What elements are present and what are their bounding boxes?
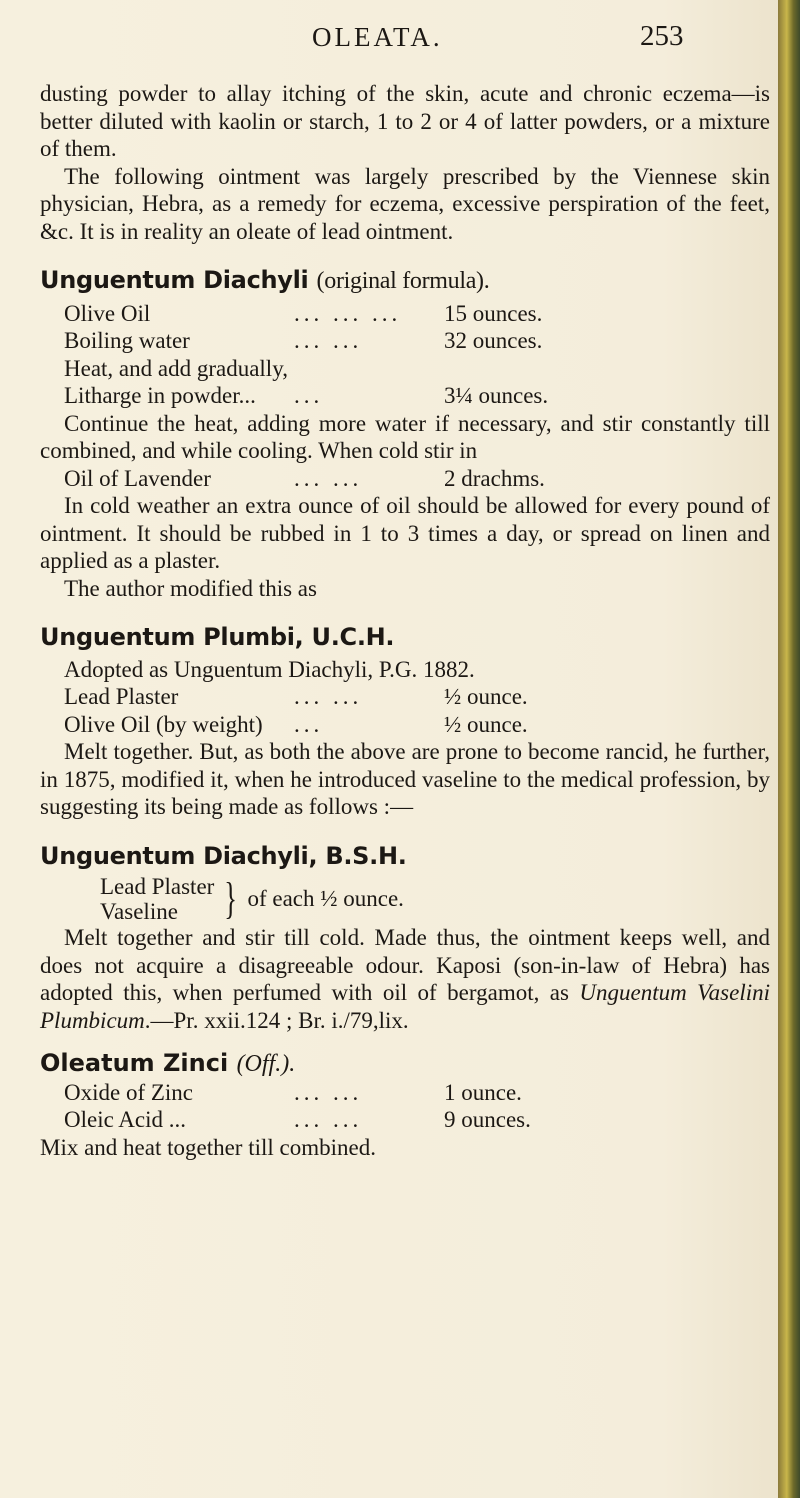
- ingredient-row: [64, 327, 770, 355]
- ingredient-row: [64, 683, 770, 711]
- instruction-text-start: Melt together and stir till cold. Made thus, the ointment keeps well, and does not acquire a disagreeable odour. Kaposi (son-in-law of Hebra) has adopted this, when perfumed with oil of bergamot, as: [40, 925, 770, 1005]
- ingredient-row: [64, 1106, 770, 1134]
- ingredient-row: [64, 465, 770, 493]
- running-head: [0, 18, 780, 58]
- book-spine-edge: [778, 0, 800, 1498]
- page-number: 253: [640, 20, 684, 52]
- ingredient-quantity: of each ½ ounce.: [247, 886, 404, 912]
- leader-dots: ...: [294, 711, 324, 737]
- ingredient-name: Oil of Lavender: [64, 465, 211, 491]
- ingredient-quantity: 9 ounces.: [444, 1107, 531, 1132]
- recipe-title: Unguentum Diachyli: [40, 266, 309, 294]
- ingredient-name: Olive Oil (by weight): [64, 711, 263, 737]
- closing-line: Mix and heat together till combined.: [40, 1134, 376, 1160]
- leader-dots: ... ... ...: [294, 300, 402, 326]
- recipe-title-note: (original formula).: [316, 268, 490, 294]
- recipe-heading-plumbi: Unguentum Plumbi, U.C.H.: [40, 623, 395, 651]
- instruction-text: [40, 924, 770, 1034]
- ingredient-name: Olive Oil: [64, 300, 151, 326]
- ingredient-quantity: ½ ounce.: [444, 711, 528, 737]
- leader-dots: ... ...: [294, 684, 363, 709]
- adopted-line: Adopted as Unguentum Diachyli, P.G. 1882.: [64, 656, 475, 682]
- leader-dots: ... ...: [294, 328, 363, 353]
- ingredient-quantity: 32 ounces.: [444, 328, 543, 353]
- right-brace-glyph: }: [224, 874, 238, 923]
- reference-citation: .—Pr. xxii.124 ; Br. i./79,lix.: [144, 1007, 409, 1033]
- recipe-heading-bsh: Unguentum Diachyli, B.S.H.: [40, 841, 407, 870]
- instruction-text: Continue the heat, adding more water if necessary, and stir constantly till combined, and while cooling. When cold stir in: [40, 410, 770, 463]
- leader-dots: ... ...: [294, 1107, 363, 1132]
- recipe-title: Oleatum Zinci: [40, 1049, 229, 1077]
- ingredient-row: [64, 300, 770, 328]
- closing-line: The author modified this as: [64, 575, 317, 601]
- ingredient-quantity: 2 drachms.: [444, 465, 545, 491]
- ingredient-quantity: 1 ounce.: [444, 1079, 522, 1105]
- ingredient-row: [64, 382, 770, 410]
- ingredient-name: Oleic Acid ...: [64, 1107, 186, 1132]
- brace-item-list: [100, 874, 214, 924]
- ingredient-name: Lead Plaster: [64, 684, 179, 709]
- ingredient-name: Oxide of Zinc: [64, 1079, 194, 1105]
- recipe-heading-oleatum-zinci: [40, 1050, 770, 1079]
- usage-note: In cold weather an extra ounce of oil should be allowed for every pound of ointment. It should be rubbed in 1 to 3 times a day, or spread on linen and applied as a plaster.: [40, 493, 770, 573]
- ingredient-quantity: ½ ounce.: [444, 684, 528, 709]
- hebra-paragraph: The following ointment was largely prescribed by the Viennese skin physician, Hebra, as a remedy for eczema, excessive perspiration of the feet, &c. It is in reality an oleate of lead ointment.: [40, 163, 770, 244]
- italic-preparation-name: Unguentum Vaselini Plumbicum: [40, 980, 770, 1033]
- recipe-heading-diachyli-original: [40, 267, 770, 296]
- ingredient-quantity: 15 ounces.: [444, 300, 543, 326]
- leader-dots: ...: [294, 383, 324, 408]
- ingredient-quantity: 3¼ ounces.: [444, 383, 549, 408]
- recipe-title-note: (Off.).: [236, 1051, 296, 1077]
- instruction-text: Melt together. But, as both the above are prone to become rancid, he further, in 1875, modified it, when he introduced vaseline to the medical profession, by suggesting its being made as follows :—: [40, 739, 770, 819]
- ingredient-row: [64, 1079, 770, 1107]
- leader-dots: ... ...: [294, 465, 363, 491]
- ingredient-row: [64, 711, 770, 739]
- ingredient-name: Lead Plaster: [100, 874, 215, 899]
- ingredient-name: Boiling water: [64, 328, 190, 353]
- running-title: OLEATA.: [312, 22, 443, 52]
- intro-paragraph: dusting powder to allay itching of the skin, acute and chronic eczema—is better diluted with kaolin or starch, 1 to 2 or 4 of latter powders, or a mixture of them.: [40, 81, 770, 161]
- instruction-text: Heat, and add gradually,: [64, 355, 288, 381]
- brace-ingredients: [100, 874, 770, 924]
- ingredient-name: Litharge in powder...: [64, 383, 256, 408]
- ingredient-name: Vaseline: [100, 899, 178, 924]
- body-text: [40, 80, 770, 1161]
- leader-dots: ... ...: [294, 1079, 363, 1105]
